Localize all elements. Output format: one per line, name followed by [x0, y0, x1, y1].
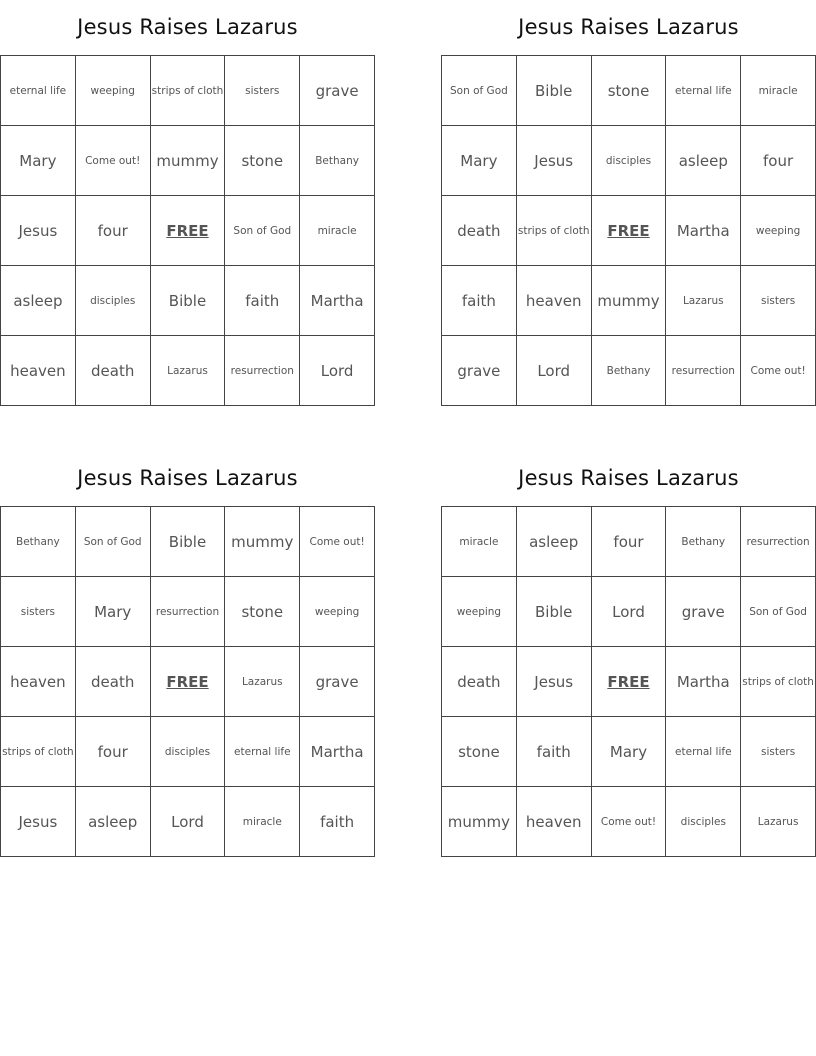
grid-cell: weeping [75, 56, 150, 126]
grid-cell: faith [300, 787, 375, 857]
grid-row [442, 717, 816, 787]
grid-cell: eternal life [666, 717, 741, 787]
grid-cell: heaven [516, 787, 591, 857]
grid-cell: stone [591, 56, 666, 126]
grid-cell: mummy [225, 507, 300, 577]
card-title: Jesus Raises Lazarus [77, 15, 298, 39]
grid-cell: Bible [516, 577, 591, 647]
grid-cell: death [75, 647, 150, 717]
grid-cell: eternal life [1, 56, 76, 126]
free-space: FREE [591, 647, 666, 717]
grid-cell: death [442, 196, 517, 266]
grid-cell: Jesus [1, 787, 76, 857]
grid-cell: Mary [75, 577, 150, 647]
grid-cell: Martha [666, 647, 741, 717]
grid-cell: faith [516, 717, 591, 787]
grid-row [442, 126, 816, 196]
card-title: Jesus Raises Lazarus [77, 466, 298, 490]
grid-row [442, 196, 816, 266]
grid-row [442, 266, 816, 336]
bingo-grid [441, 55, 816, 406]
grid-cell: resurrection [666, 336, 741, 406]
grid-cell: strips of cloth [150, 56, 225, 126]
grid-cell: Lord [300, 336, 375, 406]
free-space: FREE [150, 196, 225, 266]
grid-cell: grave [442, 336, 517, 406]
grid-cell: Mary [591, 717, 666, 787]
grid-cell: miracle [741, 56, 816, 126]
grid-cell: asleep [1, 266, 76, 336]
grid-row [1, 266, 375, 336]
grid-row [1, 56, 375, 126]
card-title: Jesus Raises Lazarus [518, 15, 739, 39]
bingo-grid [441, 506, 816, 857]
grid-cell: Bethany [666, 507, 741, 577]
grid-row [1, 717, 375, 787]
grid-cell: Bible [150, 266, 225, 336]
grid-cell: heaven [1, 336, 76, 406]
grid-cell: Bethany [591, 336, 666, 406]
grid-cell: miracle [442, 507, 517, 577]
bingo-card [441, 0, 816, 406]
grid-cell: mummy [442, 787, 517, 857]
grid-cell: resurrection [741, 507, 816, 577]
grid-cell: Lazarus [666, 266, 741, 336]
grid-cell: weeping [741, 196, 816, 266]
grid-cell: Come out! [741, 336, 816, 406]
grid-cell: disciples [75, 266, 150, 336]
grid-row [1, 787, 375, 857]
grid-row [1, 126, 375, 196]
grid-cell: disciples [591, 126, 666, 196]
grid-cell: asleep [666, 126, 741, 196]
grid-cell: stone [225, 577, 300, 647]
grid-cell: Son of God [741, 577, 816, 647]
grid-cell: Bethany [1, 507, 76, 577]
grid-cell: four [741, 126, 816, 196]
grid-row [442, 507, 816, 577]
grid-cell: Mary [442, 126, 517, 196]
grid-cell: mummy [591, 266, 666, 336]
grid-cell: four [75, 717, 150, 787]
grid-cell: miracle [225, 787, 300, 857]
grid-cell: Lazarus [150, 336, 225, 406]
grid-cell: resurrection [225, 336, 300, 406]
grid-cell: Jesus [516, 126, 591, 196]
grid-cell: Martha [666, 196, 741, 266]
grid-cell: Lazarus [225, 647, 300, 717]
grid-cell: Bible [150, 507, 225, 577]
grid-cell: Son of God [75, 507, 150, 577]
bingo-grid [0, 506, 375, 857]
grid-cell: faith [225, 266, 300, 336]
grid-row [1, 196, 375, 266]
grid-cell: Lord [150, 787, 225, 857]
grid-cell: disciples [150, 717, 225, 787]
grid-cell: weeping [442, 577, 517, 647]
free-space: FREE [150, 647, 225, 717]
bingo-grid [0, 55, 375, 406]
grid-cell: grave [666, 577, 741, 647]
grid-cell: strips of cloth [741, 647, 816, 717]
grid-row [1, 577, 375, 647]
grid-cell: mummy [150, 126, 225, 196]
grid-cell: death [75, 336, 150, 406]
grid-cell: disciples [666, 787, 741, 857]
grid-cell: Bible [516, 56, 591, 126]
grid-row [1, 336, 375, 406]
grid-cell: Martha [300, 717, 375, 787]
grid-cell: grave [300, 647, 375, 717]
grid-cell: Son of God [225, 196, 300, 266]
grid-cell: heaven [516, 266, 591, 336]
grid-cell: Lazarus [741, 787, 816, 857]
grid-row [442, 647, 816, 717]
grid-row [1, 507, 375, 577]
grid-cell: eternal life [666, 56, 741, 126]
grid-cell: Jesus [1, 196, 76, 266]
grid-row [442, 577, 816, 647]
grid-cell: sisters [225, 56, 300, 126]
grid-cell: Mary [1, 126, 76, 196]
grid-cell: Jesus [516, 647, 591, 717]
grid-cell: Lord [591, 577, 666, 647]
grid-cell: sisters [1, 577, 76, 647]
grid-cell: four [75, 196, 150, 266]
grid-cell: miracle [300, 196, 375, 266]
grid-cell: sisters [741, 717, 816, 787]
grid-cell: eternal life [225, 717, 300, 787]
grid-row [442, 56, 816, 126]
grid-cell: sisters [741, 266, 816, 336]
grid-cell: asleep [75, 787, 150, 857]
grid-cell: grave [300, 56, 375, 126]
grid-cell: four [591, 507, 666, 577]
bingo-card [0, 0, 375, 406]
grid-cell: faith [442, 266, 517, 336]
grid-row [442, 787, 816, 857]
grid-cell: Come out! [300, 507, 375, 577]
free-space: FREE [591, 196, 666, 266]
card-title: Jesus Raises Lazarus [518, 466, 739, 490]
grid-row [1, 647, 375, 717]
grid-cell: Come out! [591, 787, 666, 857]
grid-cell: weeping [300, 577, 375, 647]
grid-cell: Son of God [442, 56, 517, 126]
grid-cell: death [442, 647, 517, 717]
grid-cell: heaven [1, 647, 76, 717]
grid-cell: stone [225, 126, 300, 196]
grid-row [442, 336, 816, 406]
grid-cell: Come out! [75, 126, 150, 196]
grid-cell: stone [442, 717, 517, 787]
grid-cell: asleep [516, 507, 591, 577]
grid-cell: strips of cloth [1, 717, 76, 787]
bingo-card [0, 451, 375, 857]
grid-cell: Bethany [300, 126, 375, 196]
grid-cell: strips of cloth [516, 196, 591, 266]
grid-cell: resurrection [150, 577, 225, 647]
grid-cell: Martha [300, 266, 375, 336]
grid-cell: Lord [516, 336, 591, 406]
bingo-card [441, 451, 816, 857]
